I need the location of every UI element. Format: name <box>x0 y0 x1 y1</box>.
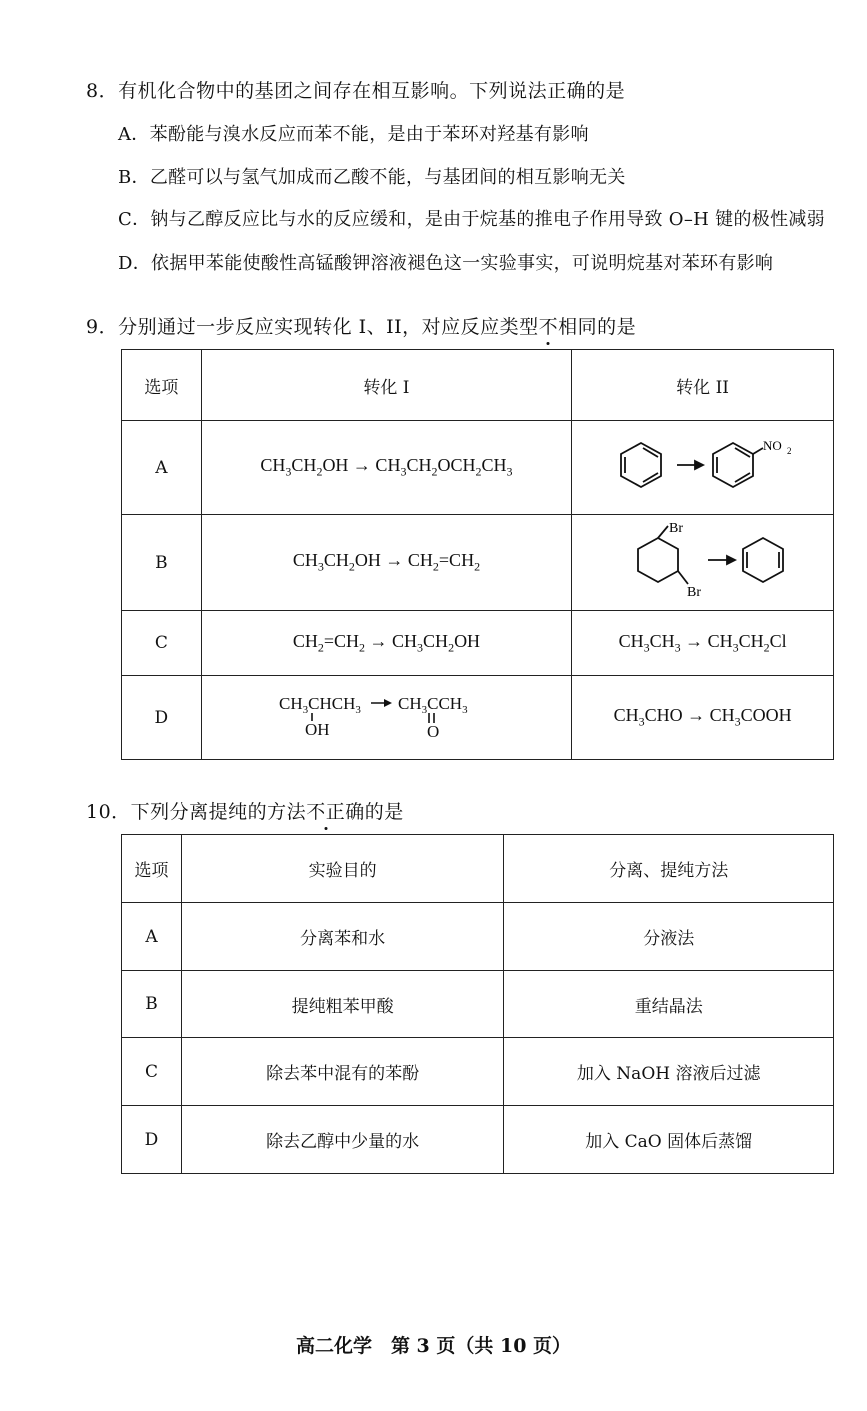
q10-row-d-purpose: 除去乙醇中少量的水 <box>181 1106 504 1174</box>
q9-header-conv1: 转化 I <box>201 350 571 421</box>
q8-option-c: C．钠与乙醇反应比与水的反应缓和，是由于烷基的推电子作用导致 O–H 键的极性减弱 <box>118 209 825 230</box>
q9-row-d-conv2: $CH_3CHO$ → $CH_3COOH$ <box>572 676 834 760</box>
q9-header-conv2: 转化 II <box>572 350 834 421</box>
svg-text:CH3CCH3: $CH_3CCH_3$ <box>398 694 469 716</box>
q10-stem-part2: 确的是 <box>345 801 404 823</box>
svg-text:2: 2 <box>786 446 792 456</box>
isopropanol-to-acetone-diagram <box>271 687 501 743</box>
q9-row-label-a: A <box>122 421 202 515</box>
svg-text:Br: Br <box>686 585 701 600</box>
svg-text:Br: Br <box>668 521 683 536</box>
dibromocyclohexane-to-cyclohexadiene-diagram <box>598 518 808 602</box>
q9-header-option: 选项 <box>122 350 202 421</box>
q8-option-d: D．依据甲苯能使酸性高锰酸钾溶液褪色这一实验事实，可说明烷基对苯环有影响 <box>118 253 774 274</box>
q9-stem-part2: 相同的是 <box>558 316 637 338</box>
q10-row-b-method: 重结晶法 <box>504 971 834 1038</box>
q10-stem-emphasis: 不正 <box>306 801 346 823</box>
q10-header-purpose: 实验目的 <box>181 835 504 903</box>
q9-table <box>121 349 834 760</box>
q10-stem <box>86 797 404 824</box>
q9-row-b-conv1: $CH_3CH_2OH \to CH_2=CH_2$ <box>201 515 571 611</box>
q9-stem-emphasis: 不 <box>538 316 559 338</box>
q10-row-label-b: B <box>122 971 182 1038</box>
q10-row-label-a: A <box>122 903 182 971</box>
svg-text:OH: OH <box>305 720 331 739</box>
q9-row-label-c: C <box>122 611 202 676</box>
q9-stem <box>86 312 636 339</box>
svg-text:NO: NO <box>762 438 782 453</box>
q9-row-c-conv1: $CH_2=CH_2 \to CH_3CH_2OH$ <box>201 611 571 676</box>
svg-text:O: O <box>427 722 440 741</box>
q10-row-a-method: 分液法 <box>504 903 834 971</box>
q9-row-d-conv1 <box>201 676 571 760</box>
q8-stem: 8．有机化合物中的基团之间存在相互影响。下列说法正确的是 <box>86 80 626 102</box>
q9-row-b-conv2 <box>572 515 834 611</box>
q9-row-a-conv2 <box>572 421 834 515</box>
q9-row-a-conv1: $CH_3CH_2OH \to CH_3CH_2OCH_2CH_3$ <box>201 421 571 515</box>
q10-row-a-purpose: 分离苯和水 <box>181 903 504 971</box>
q9-row-label-d: D <box>122 676 202 760</box>
q10-row-d-method: 加入 CaO 固体后蒸馏 <box>504 1106 834 1174</box>
q10-row-label-c: C <box>122 1038 182 1106</box>
q9-row-c-conv2: $CH_3CH_3 \to CH_3CH_2Cl$ <box>572 611 834 676</box>
q10-row-c-purpose: 除去苯中混有的苯酚 <box>181 1038 504 1106</box>
q10-header-method: 分离、提纯方法 <box>504 835 834 903</box>
q8-option-a: A．苯酚能与溴水反应而苯不能，是由于苯环对羟基有影响 <box>118 124 589 145</box>
q8-option-b: B．乙醛可以与氢气加成而乙酸不能，与基团间的相互影响无关 <box>118 167 626 188</box>
benzene-to-nitrobenzene-diagram <box>603 430 803 500</box>
svg-text:CH3CHCH3: $CH_3CHCH_3$ <box>279 694 362 716</box>
q10-header-option: 选项 <box>122 835 182 903</box>
page-footer: 高二化学 第 3 页（共 10 页） <box>295 1335 572 1357</box>
q10-table <box>121 834 834 1174</box>
q10-row-b-purpose: 提纯粗苯甲酸 <box>181 971 504 1038</box>
q10-row-c-method: 加入 NaOH 溶液后过滤 <box>504 1038 834 1106</box>
q10-stem-part1: 10．下列分离提纯的方法 <box>86 801 307 823</box>
q10-row-label-d: D <box>122 1106 182 1174</box>
q9-stem-part1: 9．分别通过一步反应实现转化 I、II，对应反应类型 <box>86 316 539 338</box>
q9-row-label-b: B <box>122 515 202 611</box>
